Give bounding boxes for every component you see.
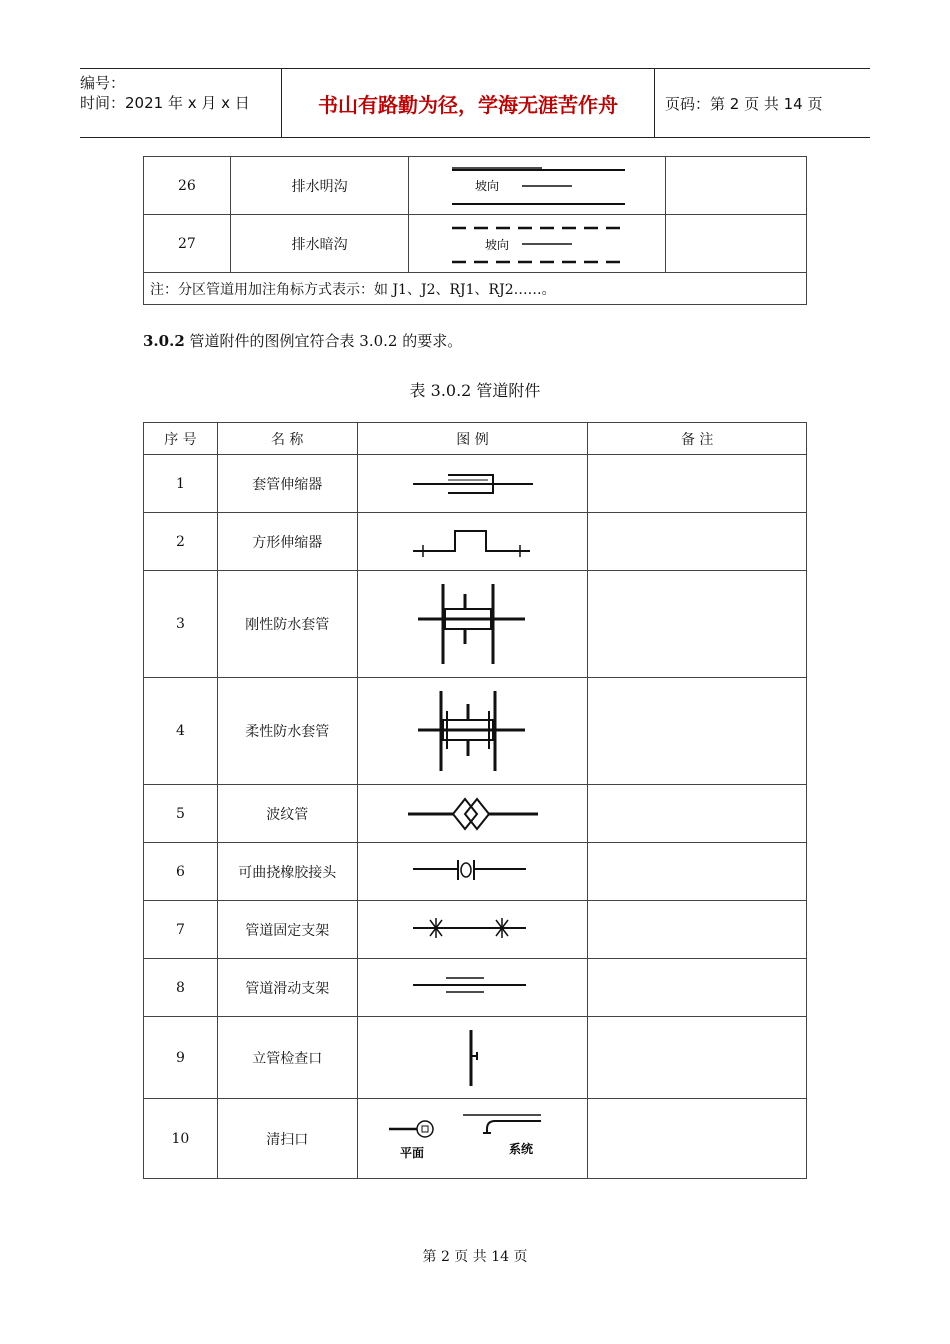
section-number: 3.0.2 xyxy=(143,332,185,350)
row-name: 排水暗沟 xyxy=(230,215,409,273)
drainage-table xyxy=(143,156,807,305)
row-name: 管道固定支架 xyxy=(217,901,357,959)
column-header: 名 称 xyxy=(217,423,357,455)
square-expansion-joint-symbol xyxy=(408,525,538,559)
remark-cell xyxy=(588,1017,807,1099)
legend-cell xyxy=(357,678,588,785)
riser-inspection-port-symbol xyxy=(453,1026,493,1090)
plan-view-label: 平面 xyxy=(399,1145,424,1160)
row-number: 6 xyxy=(144,843,218,901)
legend-cell xyxy=(357,785,588,843)
table-row xyxy=(144,513,807,571)
row-name: 波纹管 xyxy=(217,785,357,843)
system-view-label: 系统 xyxy=(508,1141,533,1156)
sleeve-expansion-joint-symbol xyxy=(408,469,538,499)
time-label: 时间：2021 年 x 月 x 日 xyxy=(80,94,250,112)
row-name: 清扫口 xyxy=(217,1099,357,1179)
remark-cell xyxy=(588,959,807,1017)
header-page-label: 页码：第 2 页 共 14 页 xyxy=(665,94,823,113)
remark-cell xyxy=(588,513,807,571)
row-name: 刚性防水套管 xyxy=(217,571,357,678)
table-caption: 表 3.0.2 管道附件 xyxy=(409,381,541,400)
table-row xyxy=(144,215,807,273)
table-row xyxy=(144,843,807,901)
legend-cell xyxy=(357,571,588,678)
header-motto: 书山有路勤为径，学海无涯苦作舟 xyxy=(281,69,655,137)
section-paragraph xyxy=(143,330,462,351)
legend-cell xyxy=(357,1017,588,1099)
row-number: 26 xyxy=(144,157,231,215)
table-row xyxy=(144,678,807,785)
table-note: 注：分区管道用加注角标方式表示：如 J1、J2、RJ1、RJ2……。 xyxy=(144,273,807,305)
page-header xyxy=(80,68,870,138)
remark-cell xyxy=(666,215,807,273)
slope-label: 坡向 xyxy=(475,178,500,193)
row-number: 1 xyxy=(144,455,218,513)
remark-cell xyxy=(588,843,807,901)
row-name: 方形伸缩器 xyxy=(217,513,357,571)
header-info xyxy=(80,69,280,141)
flexible-rubber-joint-symbol xyxy=(408,854,538,890)
rigid-waterproof-sleeve-symbol xyxy=(413,579,533,669)
remark-cell xyxy=(666,157,807,215)
remark-cell xyxy=(588,455,807,513)
legend-cell xyxy=(357,1099,588,1179)
table-row xyxy=(144,273,807,305)
table-row xyxy=(144,571,807,678)
row-number: 3 xyxy=(144,571,218,678)
table-row xyxy=(144,901,807,959)
remark-cell xyxy=(588,571,807,678)
table-row xyxy=(144,785,807,843)
column-header: 备 注 xyxy=(588,423,807,455)
row-name: 排水明沟 xyxy=(230,157,409,215)
table-header-row xyxy=(144,423,807,455)
column-header: 图 例 xyxy=(357,423,588,455)
pipe-fittings-table xyxy=(143,422,807,1179)
legend-cell xyxy=(409,215,666,273)
row-number: 10 xyxy=(144,1099,218,1179)
table-row xyxy=(144,959,807,1017)
cleanout-symbol xyxy=(383,1109,563,1169)
table-row xyxy=(144,455,807,513)
bellows-symbol xyxy=(403,794,543,834)
remark-cell xyxy=(588,901,807,959)
row-number: 8 xyxy=(144,959,218,1017)
remark-cell xyxy=(588,785,807,843)
sliding-support-symbol xyxy=(408,970,538,1006)
row-number: 2 xyxy=(144,513,218,571)
legend-cell xyxy=(357,513,588,571)
section-text: 管道附件的图例宜符合表 3.0.2 的要求。 xyxy=(184,332,463,350)
row-number: 4 xyxy=(144,678,218,785)
remark-cell xyxy=(588,678,807,785)
open-drain-symbol xyxy=(447,164,627,208)
row-number: 27 xyxy=(144,215,231,273)
table-row xyxy=(144,157,807,215)
legend-cell xyxy=(357,455,588,513)
table-row xyxy=(144,1099,807,1179)
row-name: 柔性防水套管 xyxy=(217,678,357,785)
legend-cell xyxy=(357,959,588,1017)
row-number: 7 xyxy=(144,901,218,959)
legend-cell xyxy=(357,901,588,959)
remark-cell xyxy=(588,1099,807,1179)
row-name: 套管伸缩器 xyxy=(217,455,357,513)
row-name: 立管检查口 xyxy=(217,1017,357,1099)
table-row xyxy=(144,1017,807,1099)
number-label: 编号： xyxy=(80,74,126,92)
row-number: 5 xyxy=(144,785,218,843)
legend-cell xyxy=(357,843,588,901)
fixed-support-symbol xyxy=(408,912,538,948)
covered-drain-symbol xyxy=(447,222,627,266)
legend-cell xyxy=(409,157,666,215)
page-footer: 第 2 页 共 14 页 xyxy=(422,1249,528,1265)
flexible-waterproof-sleeve-symbol xyxy=(413,686,533,776)
row-name: 可曲挠橡胶接头 xyxy=(217,843,357,901)
column-header: 序 号 xyxy=(144,423,218,455)
slope-label: 坡向 xyxy=(485,237,510,252)
row-number: 9 xyxy=(144,1017,218,1099)
row-name: 管道滑动支架 xyxy=(217,959,357,1017)
